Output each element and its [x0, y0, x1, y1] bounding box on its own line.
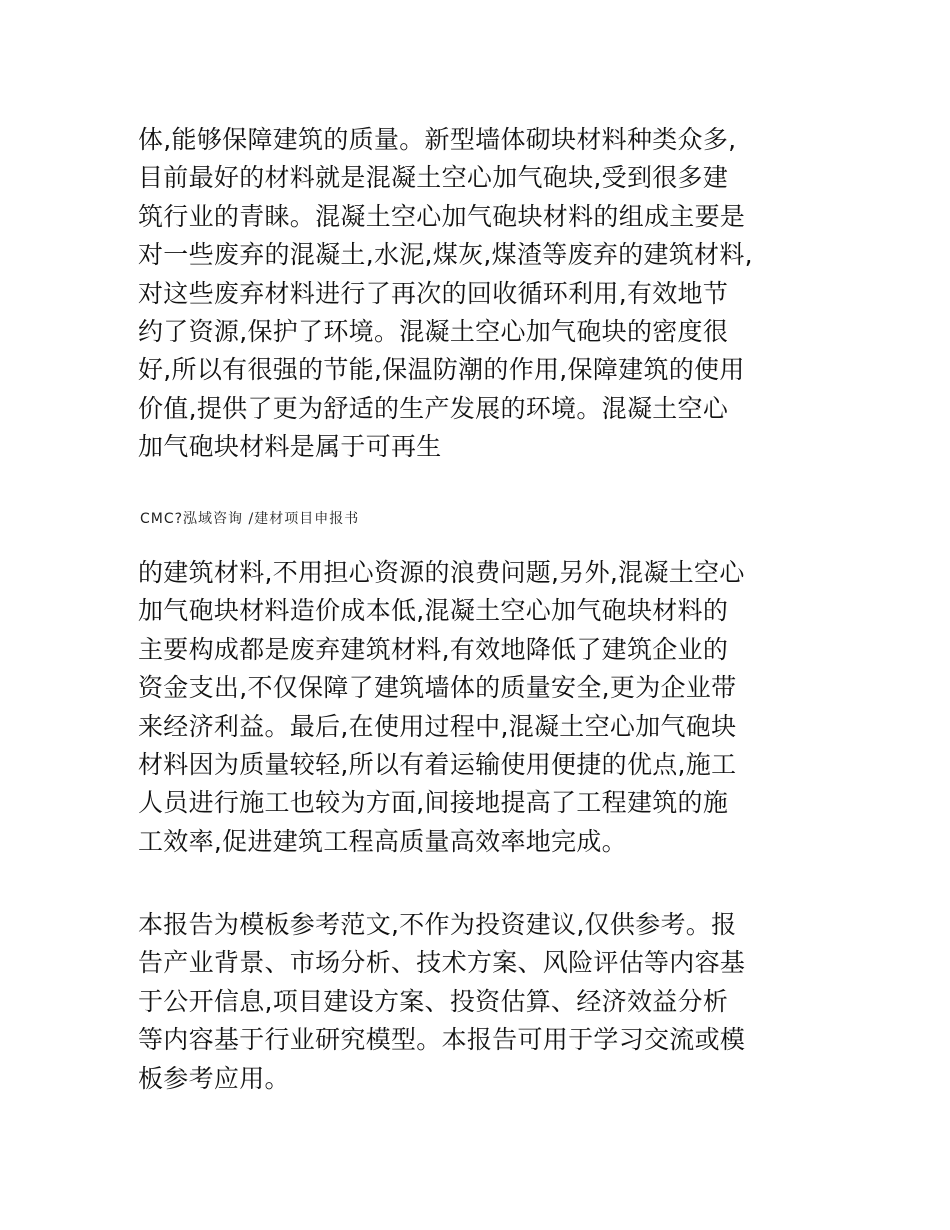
text-line: 工效率,促进建筑工程高质量高效率地完成。 [138, 826, 627, 856]
text-line: 人员进行施工也较为方面,间接地提高了工程建筑的施 [138, 788, 729, 818]
text-line: 来经济利益。最后,在使用过程中,混凝土空心加气砲块 [138, 711, 737, 741]
text-line: 好,所以有很强的节能,保温防潮的作用,保障建筑的使用 [138, 355, 745, 385]
text-line: 目前最好的材料就是混凝土空心加气砲块,受到很多建 [138, 163, 729, 193]
text-line: 主要构成都是废弃建筑材料,有效地降低了建筑企业的 [138, 634, 729, 664]
text-line: 等内容基于行业研究模型。本报告可用于学习交流或模 [138, 1025, 746, 1055]
text-line: 的建筑材料,不用担心资源的浪费问题,另外,混凝土空心 [138, 558, 745, 587]
text-line: 本报告为模板参考范文,不作为投资建议,仅供参考。报 [138, 910, 737, 939]
paragraph-2 [138, 554, 828, 861]
text-line: 筑行业的青睐。混凝土空心加气砲块材料的组成主要是 [138, 201, 746, 231]
page-footer-label: CMC?泓域咨询 /建材项目申报书 [140, 511, 360, 527]
text-line: 板参考应用。 [138, 1063, 290, 1093]
text-line: 约了资源,保护了环境。混凝土空心加气砲块的密度很 [138, 316, 729, 346]
paragraph-disclaimer [138, 906, 828, 1098]
text-line: 体,能够保障建筑的质量。新型墙体砌块材料种类众多, [138, 125, 737, 154]
text-line: 加气砲块材料造价成本低,混凝土空心加气砲块材料的 [138, 596, 729, 626]
text-line: 于公开信息,项目建设方案、投资估算、经济效益分析 [138, 986, 729, 1016]
text-line: 对一些废弃的混凝土,水泥,煤灰,煤渣等废弃的建筑材料, [138, 240, 753, 270]
text-line: 加气砲块材料是属于可再生 [138, 432, 442, 462]
paragraph-1 [138, 121, 828, 467]
text-line: 资金支出,不仅保障了建筑墙体的质量安全,更为企业带 [138, 673, 737, 703]
text-line: 告产业背景、市场分析、技术方案、风险评估等内容基 [138, 948, 746, 978]
text-line: 对这些废弃材料进行了再次的回收循环利用,有效地节 [138, 278, 729, 308]
text-line: 价值,提供了更为舒适的生产发展的环境。混凝土空心 [138, 393, 729, 423]
text-line: 材料因为质量较轻,所以有着运输使用便捷的优点,施工 [138, 749, 737, 779]
